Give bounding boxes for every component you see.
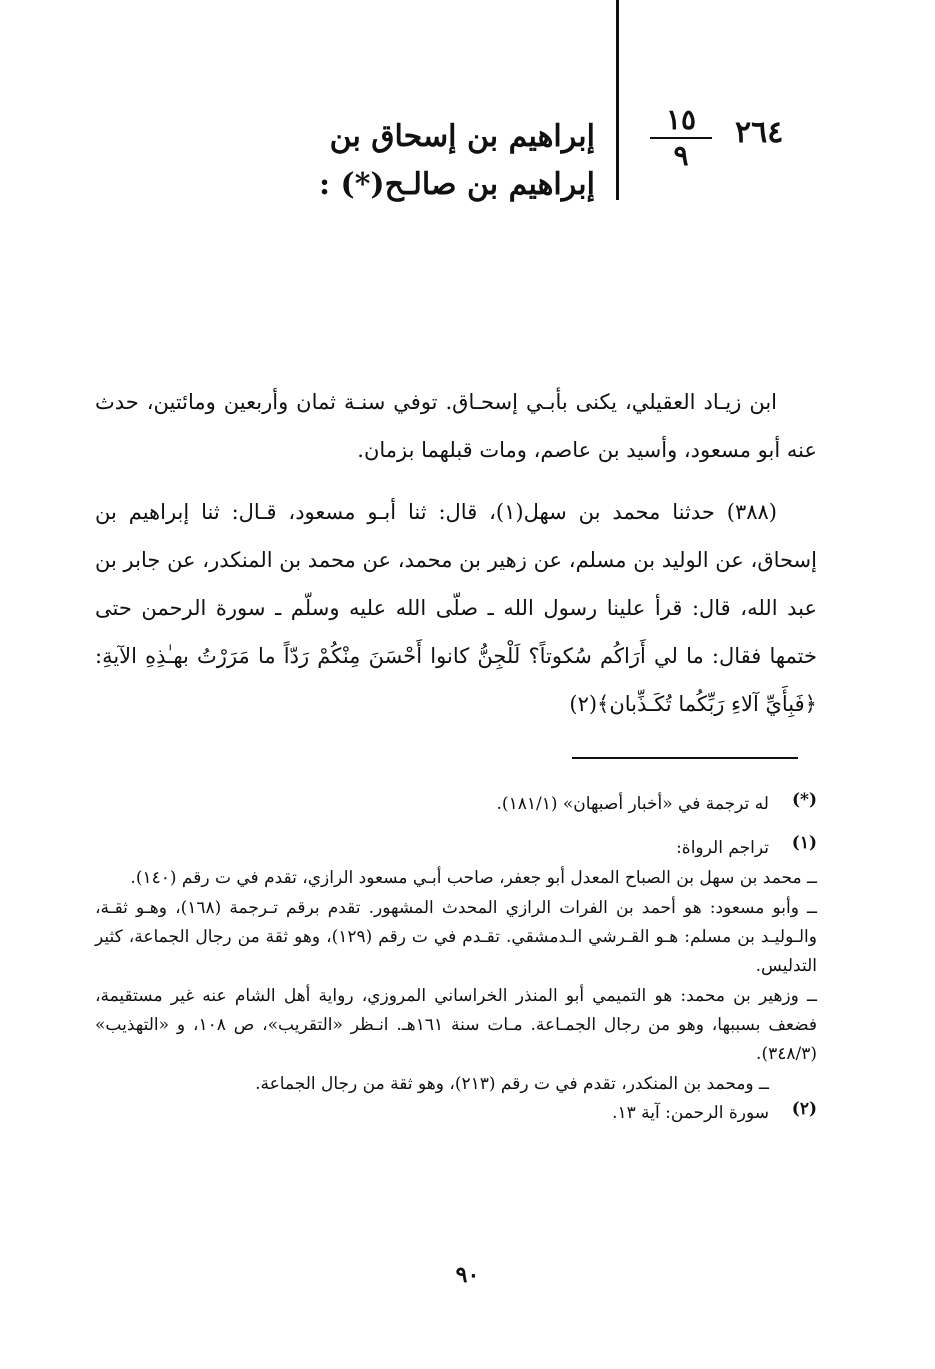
footnote-1-label: (١) [791,833,817,853]
fraction-numerator: ١٥ [665,103,697,136]
biography-paragraph: ابن زيـاد العقيلي، يكنى بأبـي إسحـاق. توفي سنـة ثمان وأربعين ومائتين، حدث عنه أبو مسعود، وأسيد بن عاصم، ومات قبلهما بزمان. [95,390,817,462]
footnote-separator [572,757,798,759]
entry-title [295,113,595,209]
footnote-1-item: ــ محمد بن سهل بن الصباح المعدل أبو جعفر، صاحب أبـي مسعود الرازي، تقدم في ت رقم (١٤٠). [130,868,817,888]
page-number: ٩٠ [455,1262,480,1288]
main-text [95,378,817,728]
footnote-2 [95,1099,817,1128]
footnote-star [95,790,817,819]
footnote-2-text: سورة الرحمن: آية ١٣. [612,1103,769,1123]
footnote-1-item: ــ وزهير بن محمد: هو التميمي أبو المنذر الخراساني المروزي، رواية أهل الشام عنه غير مستقيمة، فضعف بسببها، وهو من رجال الجمـاعة. مـات سنة ١٦١هـ. انـظر «التقريب»، ص ١٠٨، و «التهذيب» (٣٤٨/٣). [95,986,817,1064]
entry-number: ٢٦٤ [735,115,784,150]
footnote-1-item: ــ وأبو مسعود: هو أحمد بن الفرات الرازي المحدث المشهور. تقدم برقم تـرجمة (١٦٨)، وهـو ثقـة، والـوليـد بن مسلم: هـو القـرشي الـدمشقي. تقـدم في ت رقم (١٢٩)، وهو ثقة من رجال الجماعة، كثير التدليس. [95,898,817,976]
footnote-2-label: (٢) [791,1099,817,1119]
entry-fraction [650,105,712,171]
footnote-star-label: (*) [792,790,817,810]
fraction-denominator: ٩ [673,139,689,172]
footnote-star-text: له ترجمة في «أخبار أصبهان» (١٨١/١). [496,794,769,814]
title-line-2: إبراهيم بن صالـح(*) : [319,167,595,202]
footnote-1-item: ــ ومحمد بن المنكدر، تقدم في ت رقم (٢١٣)، وهو ثقة من رجال الجماعة. [255,1074,769,1094]
title-line-1: إبراهيم بن إسحاق بن [329,119,595,154]
hadith-paragraph: (٣٨٨) حدثنا محمد بن سهل(١)، قال: ثنا أبـو مسعود، قـال: ثنا إبراهيم بن إسحاق، عن الوليد بن مسلم، عن زهير بن محمد، عن محمد بن المنكدر، عن جابر بن عبد الله، قال: قرأ علينا رسول الله ـ صلّى الله عليه وسلّم ـ سورة الرحمن حتى ختمها فقال: ما لي أَرَاكُم سُكوتاً؟ لَلْجِنُّ كانوا أَحْسَنَ مِنْكُمْ رَدّاً ما مَرَرْتُ بهـٰذِهِ الآيةِ: ﴿فَبِأَيِّ آلاءِ رَبِّكُما تُكَـذِّبان﴾(٢) [95,500,817,716]
footnotes [95,790,817,1128]
footnote-1 [95,833,817,863]
footnote-1-last [95,1069,817,1099]
entry-header [0,95,935,215]
footnote-1-title: تراجم الرواة: [676,838,769,858]
vertical-divider [616,0,619,200]
